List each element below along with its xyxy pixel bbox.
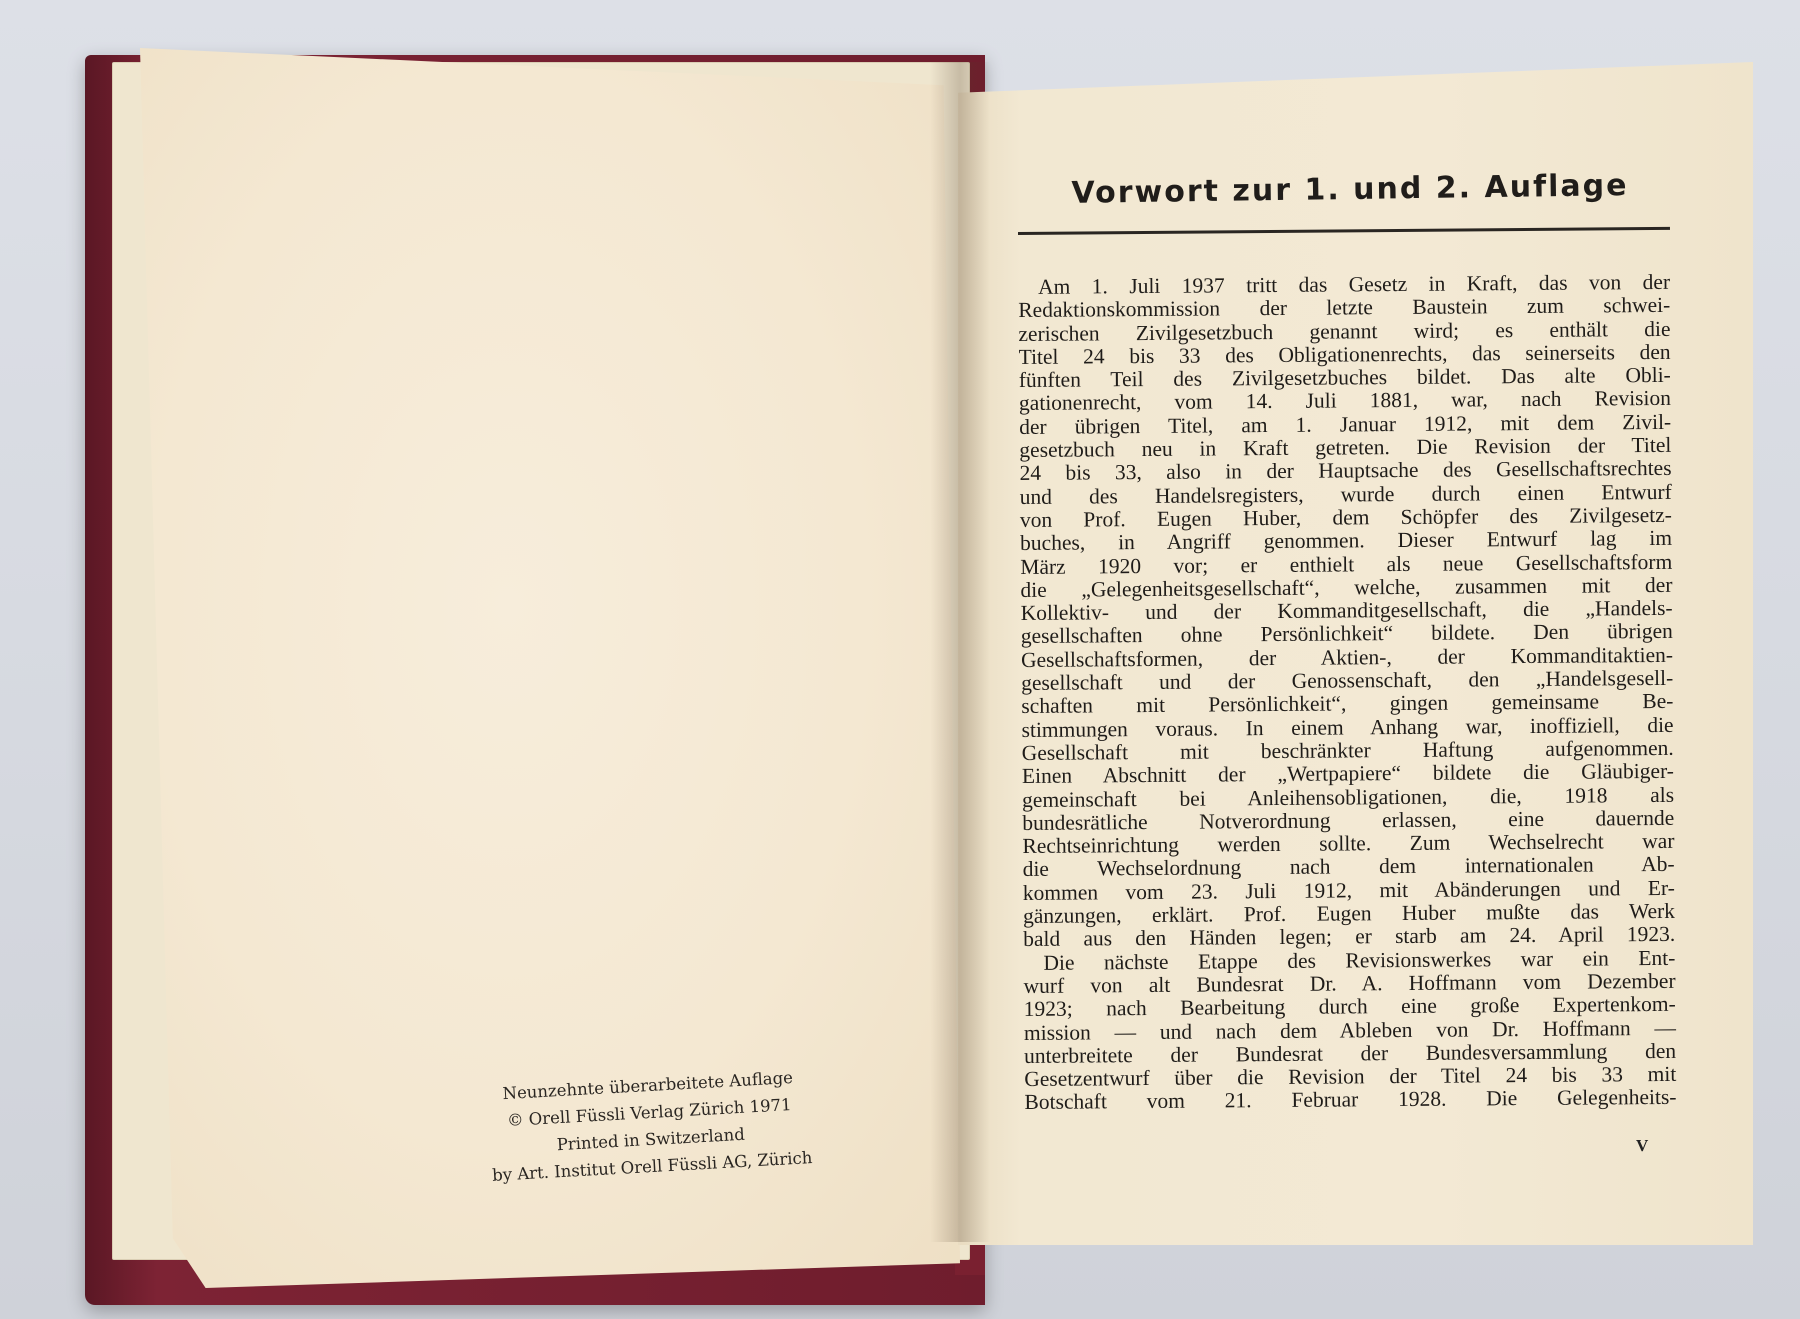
text-line: von Prof. Eugen Huber, dem Schöpfer des Zivilgesetz-	[1019, 502, 1672, 532]
preface-body	[1018, 271, 1677, 1115]
text-line: 24 bis 33, also in der Hauptsache des Gesellschaftsrechtes	[1019, 456, 1672, 486]
text-line: bundesrätliche Notverordnung erlassen, eine dauernde	[1022, 805, 1675, 835]
text-line: Rechtseinrichtung werden sollte. Zum Wechselrecht war	[1022, 828, 1675, 859]
text-line: die „Gelegenheitsgesellschaft“, welche, zusammen mit der	[1020, 572, 1673, 602]
text-line: und des Handelsregisters, wurde durch einen Entwurf	[1019, 479, 1672, 509]
text-line: Gesellschaft mit beschränkter Haftung aufgenommen.	[1021, 735, 1674, 765]
gutter-shadow	[930, 62, 990, 1242]
text-line: Kollektiv- und der Kommanditgesellschaft, die „Handels-	[1020, 596, 1673, 626]
text-line: stimmungen voraus. In einem Anhang war, inoffiziell, die	[1021, 712, 1674, 742]
text-line: März 1920 vor; er enthielt als neue Gesellschaftsform	[1020, 549, 1673, 579]
text-line: schaften mit Persönlichkeit“, gingen gemeinsame Be-	[1021, 689, 1674, 719]
imprint	[447, 1061, 852, 1191]
text-line: Gesellschaftsformen, der Aktien-, der Kommanditaktien-	[1020, 642, 1674, 672]
imprint-line: Printed in Switzerland	[556, 1124, 746, 1155]
text-line: buches, in Angriff genommen. Dieser Entwurf lag im	[1020, 526, 1673, 556]
text-line: gesetzbuch neu in Kraft getreten. Die Revision der Titel	[1019, 432, 1672, 463]
text-line: unterbreitete der Bundesrat der Bundesversammlung den	[1024, 1038, 1677, 1068]
text-line: gationenrecht, vom 14. Juli 1881, war, nach Revision	[1018, 386, 1672, 416]
text-line: gesellschaften ohne Persönlichkeit“ bildete. Den übrigen	[1020, 619, 1673, 649]
imprint-line: by Art. Institut Orell Füssli AG, Zürich	[491, 1148, 813, 1185]
text-line: fünften Teil des Zivilgesetzbuches bildet. Das alte Obli-	[1018, 363, 1671, 393]
text-line: Titel 24 bis 33 des Obligationenrechts, das seinerseits den	[1018, 339, 1671, 369]
text-line: Botschaft vom 21. Februar 1928. Die Gelegenheits-	[1024, 1085, 1677, 1115]
text-line: mission — und nach dem Ableben von Dr. Hoffmann —	[1023, 1015, 1677, 1045]
text-line: Die nächste Etappe des Revisionswerkes war ein Ent-	[1043, 945, 1676, 975]
text-line: gemeinschaft bei Anleihensobligationen, die, 1918 als	[1022, 782, 1675, 812]
text-line: wurf von alt Bundesrat Dr. A. Hoffmann vom Dezember	[1023, 968, 1676, 998]
text-line: gänzungen, erklärt. Prof. Eugen Huber mußte das Werk	[1022, 898, 1676, 928]
text-line: gesellschaft und der Genossenschaft, den „Handelsgesell-	[1021, 665, 1674, 696]
text-line: Gesetzentwurf über die Revision der Titel 24 bis 33 mit	[1024, 1061, 1677, 1092]
text-line: 1923; nach Bearbeitung durch eine große Expertenkom-	[1023, 992, 1676, 1022]
text-line: der übrigen Titel, am 1. Januar 1912, mit dem Zivil-	[1019, 409, 1672, 439]
text-line: kommen vom 23. Juli 1912, mit Abänderungen und Er-	[1022, 875, 1675, 905]
imprint-line: © Orell Füssli Verlag Zürich 1971	[506, 1095, 792, 1130]
text-line: bald aus den Händen legen; er starb am 24. April 1923.	[1023, 922, 1676, 952]
text-line: Einen Abschnitt der „Wertpapiere“ bildete die Gläubiger-	[1021, 759, 1675, 789]
text-line: Am 1. Juli 1937 tritt das Gesetz in Kraft, das von der	[1037, 269, 1671, 299]
preface-title: Vorwort zur 1. und 2. Auflage	[1071, 168, 1629, 211]
text-line: die Wechselordnung nach dem internationalen Ab-	[1022, 852, 1675, 882]
page-number: V	[1636, 1136, 1649, 1155]
text-line: Redaktionskommission der letzte Baustein zum schwei-	[1018, 293, 1671, 323]
imprint-line: Neunzehnte überarbeitete Auflage	[502, 1067, 794, 1104]
text-line: zerischen Zivilgesetzbuch genannt wird; es enthält die	[1018, 316, 1671, 346]
